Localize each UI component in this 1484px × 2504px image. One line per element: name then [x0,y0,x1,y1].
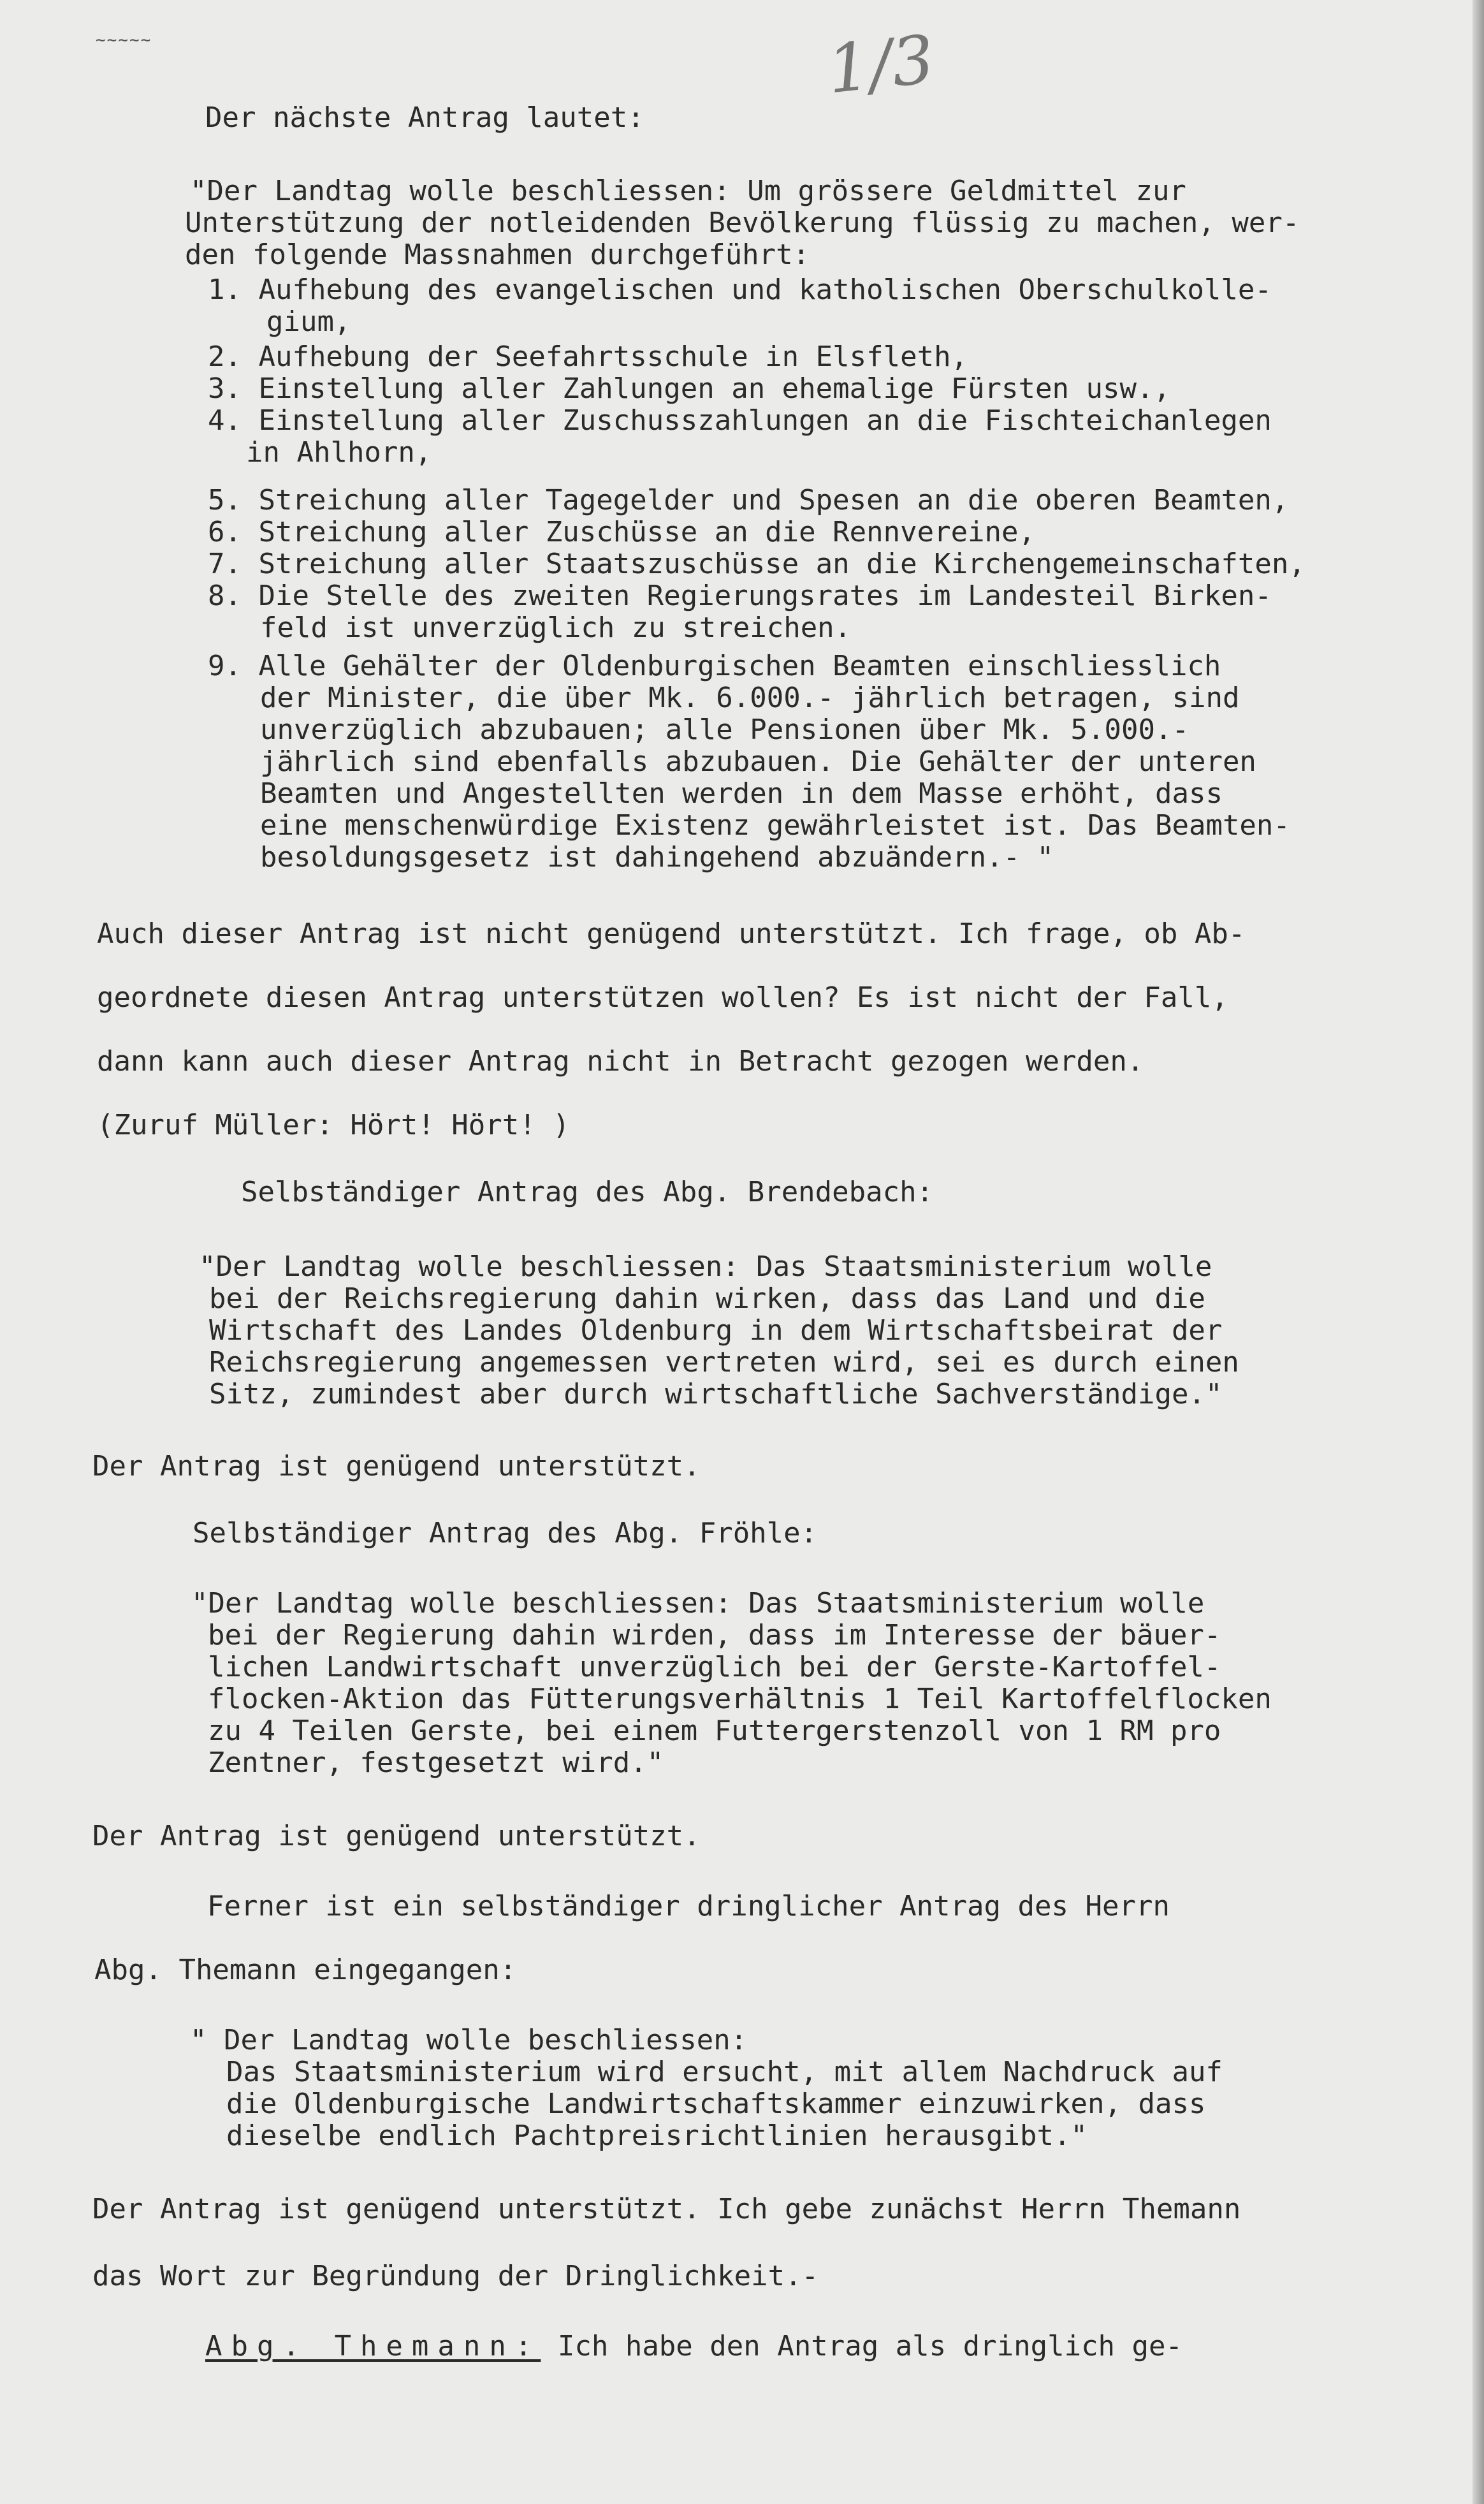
paragraph-line: geordnete diesen Antrag unterstützen wollen? Es ist nicht der Fall, [97,981,1228,1014]
paragraph-line: Auch dieser Antrag ist nicht genügend unterstützt. Ich frage, ob Ab- [97,918,1246,950]
paragraph-line: das Wort zur Begründung der Dringlichkeit.- [92,2260,819,2292]
page-edge-shadow [1473,0,1484,2504]
motion1-item: 1. Aufhebung des evangelischen und katholischen Oberschulkolle- [208,274,1272,306]
motion1-item: eine menschenwürdige Existenz gewährleistet ist. Das Beamten- [260,809,1290,842]
motion1-item: 5. Streichung aller Tagegelder und Spesen an die oberen Beamten, [208,484,1289,516]
motion1-item: 6. Streichung aller Zuschüsse an die Rennvereine, [208,516,1036,548]
speaker-line [205,2331,1182,2362]
motion1-item: gium, [266,305,351,338]
motion4-line: Das Staatsministerium wird ersucht, mit allem Nachdruck auf [226,2056,1223,2088]
motion1-item: 3. Einstellung aller Zahlungen an ehemalige Fürsten usw., [208,372,1170,405]
motion3-line: bei der Regierung dahin wirden, dass im Interesse der bäuer- [208,1619,1221,1651]
paragraph-line: Ferner ist ein selbständiger dringlicher Antrag des Herrn [207,1890,1170,1922]
motion1-line: den folgende Massnahmen durchgeführt: [185,238,810,271]
paragraph-line: Abg. Themann eingegangen: [94,1954,517,1986]
motion1-item: in Ahlhorn, [246,436,432,469]
motion1-line: Unterstützung der notleidenden Bevölkerung flüssig zu machen, wer- [185,207,1300,239]
motion3-line: Zentner, festgesetzt wird." [208,1746,664,1779]
motion1-item: 4. Einstellung aller Zuschusszahlungen an die Fischteichanlegen [208,404,1272,437]
motion1-item: besoldungsgesetz ist dahingehend abzuändern.- " [260,841,1054,874]
header-mark: ~~~~~ [96,31,152,50]
motion2-line: Wirtschaft des Landes Oldenburg in dem Wirtschaftsbeirat der [209,1314,1223,1347]
motion2-line: "Der Landtag wolle beschliessen: Das Staatsministerium wolle [199,1250,1212,1283]
supported-line: Der Antrag ist genügend unterstützt. [92,1450,701,1483]
motion2-line: Reichsregierung angemessen vertreten wird, sei es durch einen [209,1346,1239,1379]
speaker-text: Ich habe den Antrag als dringlich ge- [541,2330,1183,2362]
motion-heading-froehle: Selbständiger Antrag des Abg. Fröhle: [193,1517,818,1549]
motion-heading-brendebach: Selbständiger Antrag des Abg. Brendebach: [241,1176,934,1208]
motion3-line: flocken-Aktion das Fütterungsverhältnis 1 Teil Kartoffelflocken [208,1683,1272,1715]
motion1-item: der Minister, die über Mk. 6.000.- jährlich betragen, sind [260,682,1240,714]
speaker-name: Abg. Themann: [205,2330,541,2362]
supported-line: Der Antrag ist genügend unterstützt. [92,1820,701,1852]
motion1-item: 8. Die Stelle des zweiten Regierungsrates im Landesteil Birken- [208,580,1272,612]
intro-line: Der nächste Antrag lautet: [205,101,644,134]
motion1-item: Beamten und Angestellten werden in dem Masse erhöht, dass [260,777,1223,810]
motion3-line: "Der Landtag wolle beschliessen: Das Staatsministerium wolle [191,1587,1205,1620]
motion2-line: Sitz, zumindest aber durch wirtschaftliche Sachverständige." [209,1378,1223,1410]
motion2-line: bei der Reichsregierung dahin wirken, dass das Land und die [209,1282,1205,1315]
motion4-line: " Der Landtag wolle beschliessen: [190,2024,748,2056]
interjection: (Zuruf Müller: Hört! Hört! ) [97,1109,570,1141]
motion1-item: 9. Alle Gehälter der Oldenburgischen Beamten einschliesslich [208,650,1221,682]
motion1-item: 7. Streichung aller Staatszuschüsse an die Kirchengemeinschaften, [208,548,1306,580]
motion1-item: 2. Aufhebung der Seefahrtsschule in Elsfleth, [208,340,968,373]
motion1-item: feld ist unverzüglich zu streichen. [260,611,852,644]
motion4-line: die Oldenburgische Landwirtschaftskammer einzuwirken, dass [226,2088,1206,2120]
motion4-line: dieselbe endlich Pachtpreisrichtlinien herausgibt." [226,2120,1088,2152]
paragraph-line: Der Antrag ist genügend unterstützt. Ich gebe zunächst Herrn Themann [92,2193,1241,2225]
motion3-line: lichen Landwirtschaft unverzüglich bei der Gerste-Kartoffel- [208,1651,1221,1683]
motion3-line: zu 4 Teilen Gerste, bei einem Futtergerstenzoll von 1 RM pro [208,1715,1221,1747]
motion1-item: unverzüglich abzubauen; alle Pensionen über Mk. 5.000.- [260,714,1189,746]
page-number: 1/3 [824,20,938,109]
motion1-line: "Der Landtag wolle beschliessen: Um grössere Geldmittel zur [190,175,1186,207]
motion1-item: jährlich sind ebenfalls abzubauen. Die Gehälter der unteren [260,745,1256,778]
paragraph-line: dann kann auch dieser Antrag nicht in Betracht gezogen werden. [97,1045,1144,1078]
